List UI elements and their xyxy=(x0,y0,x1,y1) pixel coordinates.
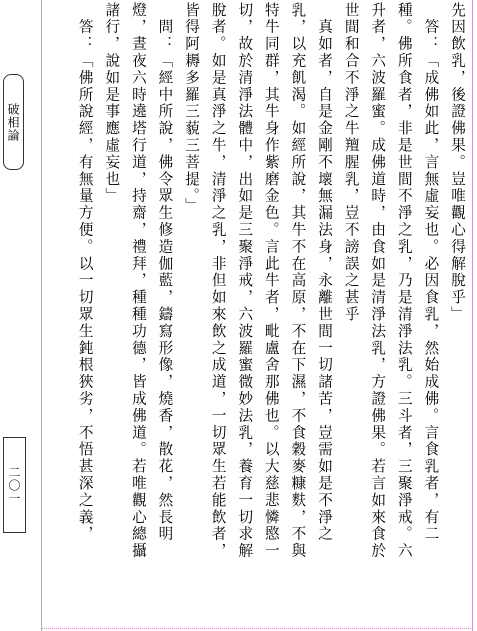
page-number: 二〇一 xyxy=(7,465,21,505)
margin-title-tab xyxy=(3,74,24,170)
text-line: 諸行，說如是事應虛妄也」 xyxy=(103,2,121,205)
text-line: 答：「成佛如此，言無虛妄也。必因食乳，然始成佛。言食乳者，有二 xyxy=(422,2,440,543)
text-line: 乳，以充飢渴。如經所說，其牛不在高原，不在下濕，不食穀麥糠麩，不與 xyxy=(289,2,307,560)
text-line: 種。佛所食者，非是世間不淨之乳，乃是清淨法乳。三斗者，三聚淨戒。六 xyxy=(395,2,413,560)
text-line: 皆得阿耨多羅三藐三菩提。」 xyxy=(183,2,201,215)
text-line: 先因飲乳，後證佛果。豈唯觀心得解脫乎」 xyxy=(449,2,466,324)
text-line: 世間和合不淨之牛羶腥乳，豈不謗誤之甚乎 xyxy=(342,2,360,324)
text-line: 切，故於清淨法體中，出如是三聚淨戒，六波羅蜜微妙法乳，養育一切求解 xyxy=(236,2,254,560)
text-line: 問：「經中所說，佛令眾生修造伽藍，鑄寫形像，燒香，散花，然長明 xyxy=(156,2,174,543)
margin-title: 破相論 xyxy=(6,102,20,142)
text-line: 升者，六波羅蜜。成佛道時，由食如是清淨法乳，方證佛果。若言如來食於 xyxy=(369,2,387,560)
bottom-rule xyxy=(41,628,473,629)
text-line: 特牛同群，其牛身作紫磨金色。言此牛者，毗盧舍那佛也。以大慈悲憐愍一 xyxy=(262,2,280,560)
text-line: 真如者，自是金剛不壞無漏法身，永離世間一切諸苦，豈需如是不淨之 xyxy=(316,2,334,543)
vertical-text-block xyxy=(44,2,470,626)
text-line: 答：「佛所說經，有無量方便。以一切眾生鈍根狹劣，不悟甚深之義， xyxy=(76,2,94,543)
page-number-tab xyxy=(3,437,26,533)
text-line: 脫者。如是真淨之牛，清淨之乳，非但如來飲之成道，一切眾生若能飲者， xyxy=(209,2,227,560)
text-line: 燈，晝夜六時遶塔行道，持齋，禮拜，種種功德，皆成佛道。若唯觀心總攝 xyxy=(129,2,147,560)
